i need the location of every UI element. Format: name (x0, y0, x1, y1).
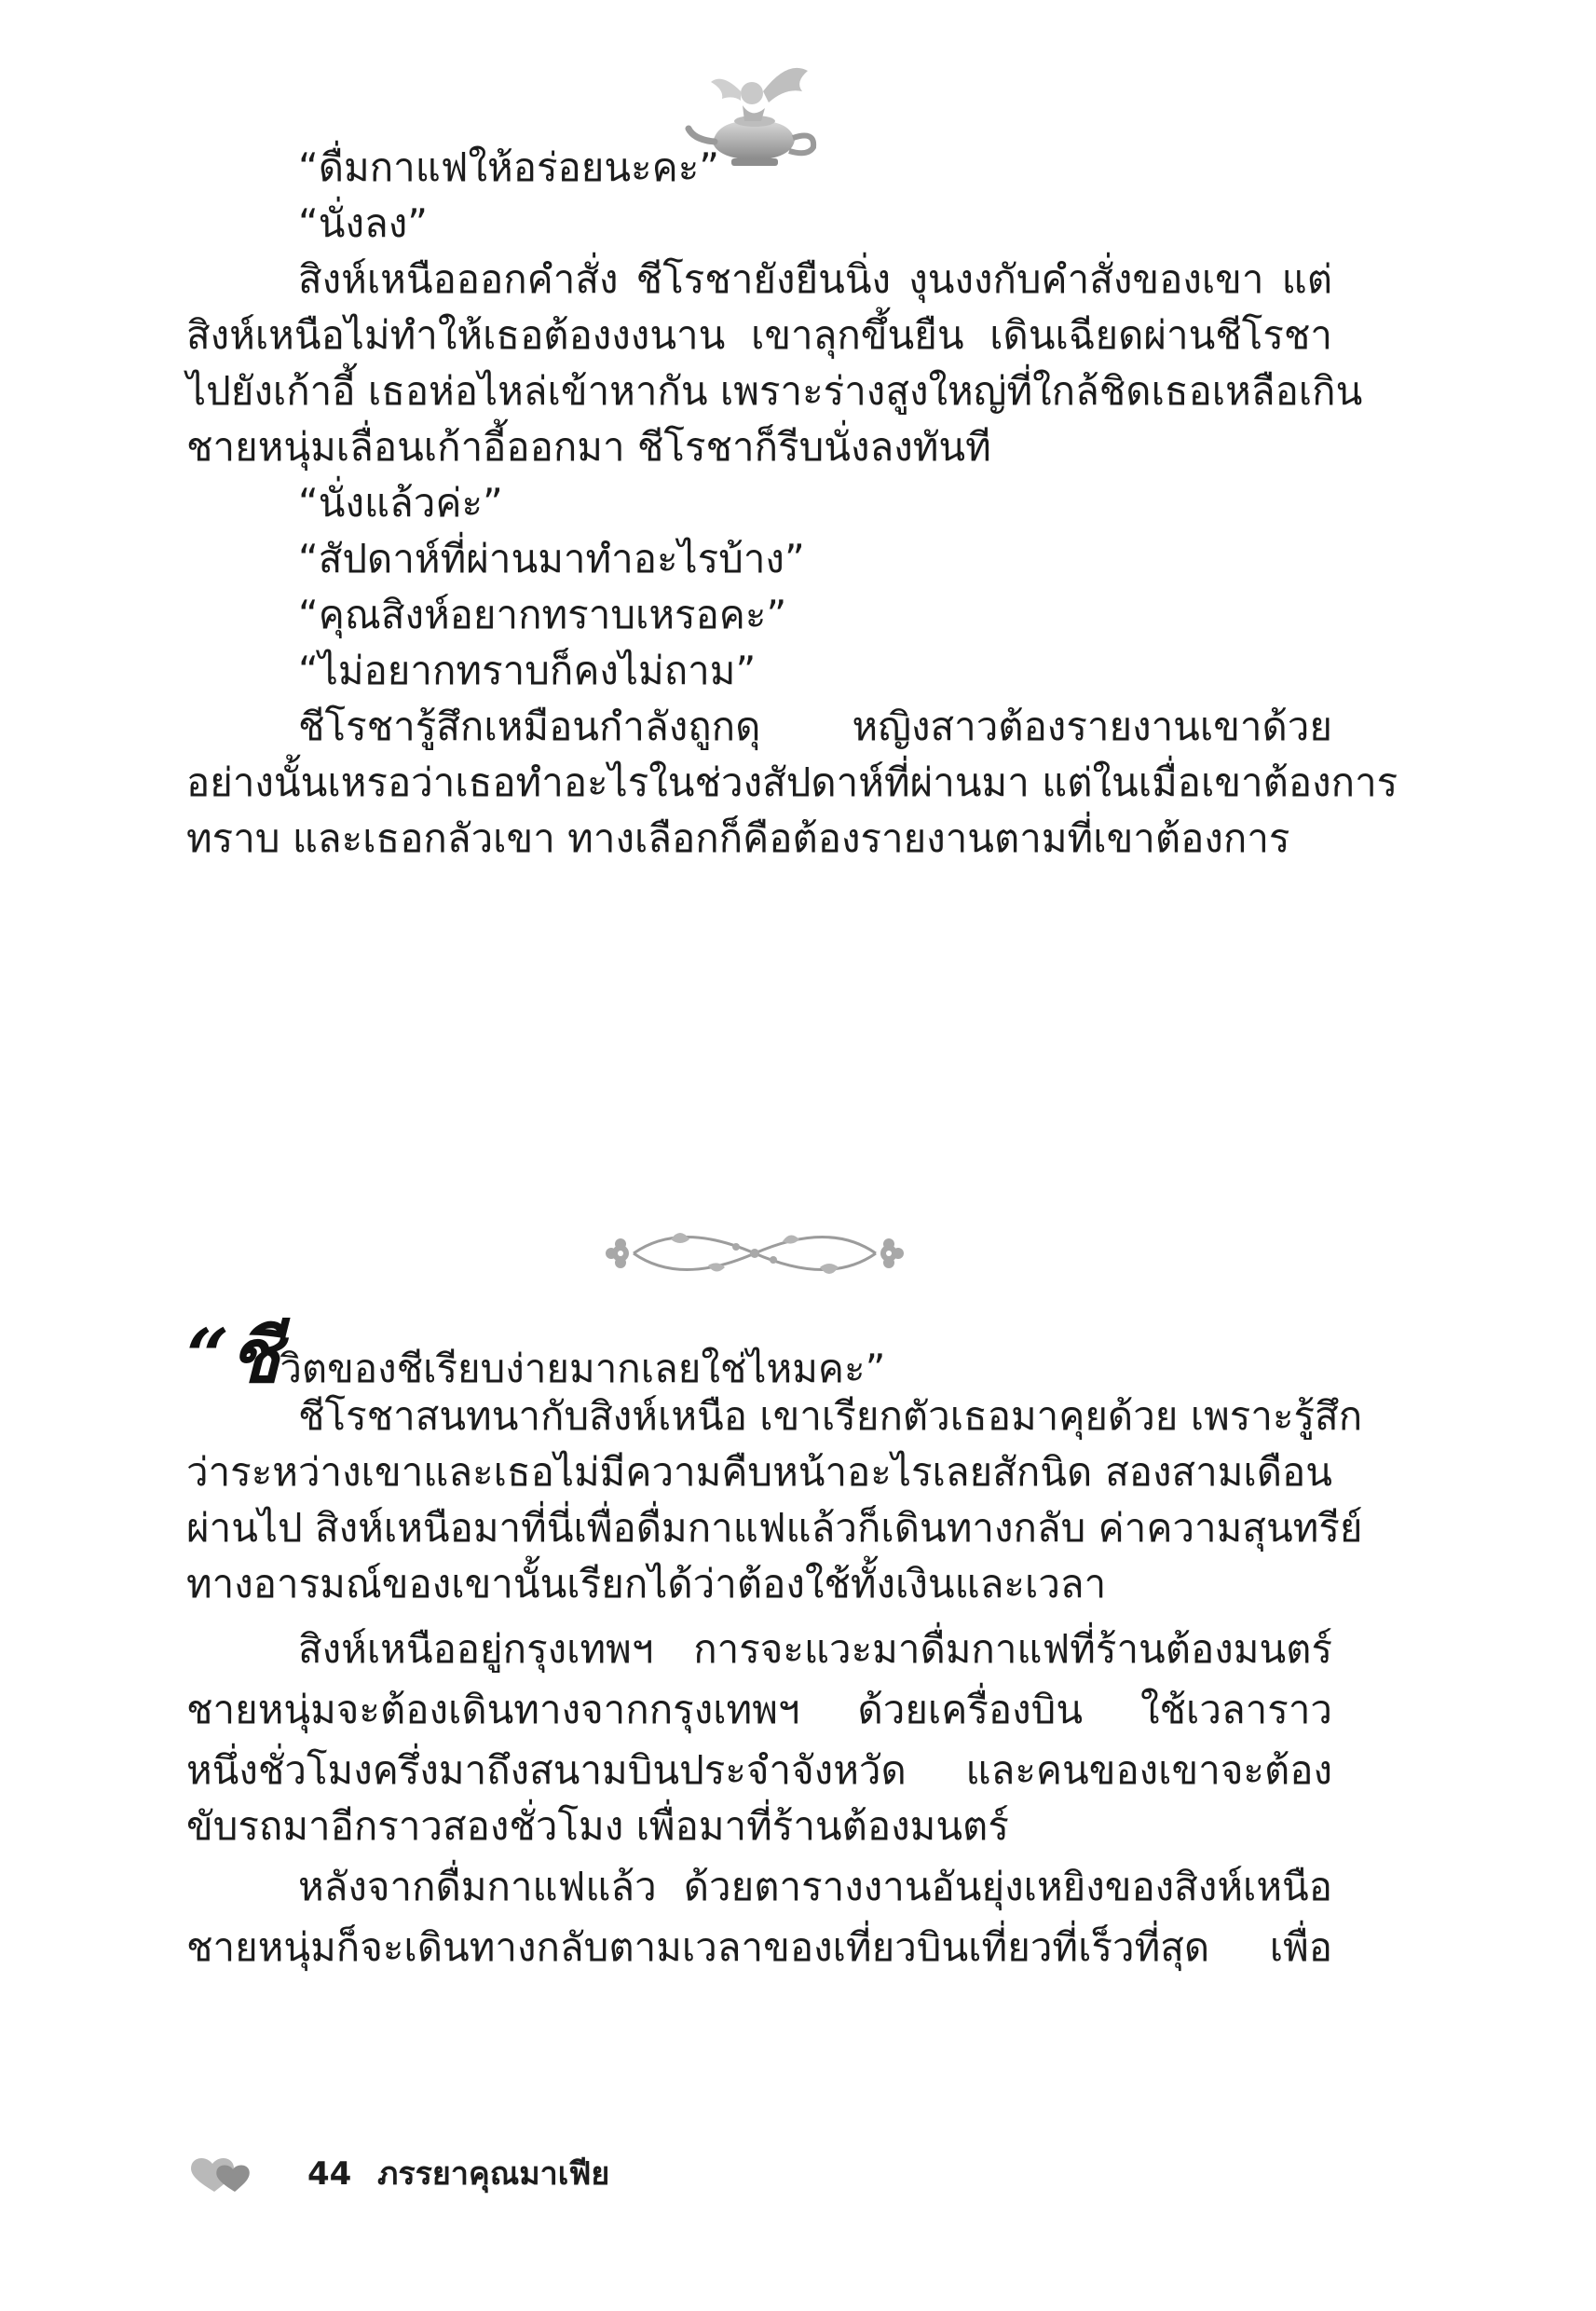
text-line: ชีโรชาสนทนากับสิงห์เหนือ เขาเรียกตัวเธอมาคุยด้วย เพราะรู้สึก (298, 1393, 1363, 1439)
text-line: “ดื่มกาแฟให้อร่อยนะคะ” (298, 144, 720, 190)
hearts-icon (186, 2154, 261, 2195)
text-line: ไปยังเก้าอี้ เธอห่อไหล่เข้าหากัน เพราะร่างสูงใหญ่ที่ใกล้ชิดเธอเหลือเกิน (186, 368, 1363, 414)
text-line: ชายหนุ่มจะต้องเดินทางจากกรุงเทพฯ ด้วยเครื่องบิน ใช้เวลาราว (186, 1687, 1332, 1732)
section-opening-line (186, 1312, 1332, 1400)
text-line: ชายหนุ่มก็จะเดินทางกลับตามเวลาของเที่ยวบินเที่ยวที่เร็วที่สุด เพื่อ (186, 1924, 1332, 1970)
text-line: ผ่านไป สิงห์เหนือมาที่นี่เพื่อดื่มกาแฟแล้วก็เดินทางกลับ ค่าความสุนทรีย์ (186, 1505, 1363, 1551)
text-line: “นั่งแล้วค่ะ” (298, 480, 503, 526)
text-line: ชายหนุ่มเลื่อนเก้าอี้ออกมา ชีโรชาก็รีบนั่งลงทันที (186, 424, 991, 470)
text-line: หลังจากดื่มกาแฟแล้ว ด้วยตารางงานอันยุ่งเหยิงของสิงห์เหนือ (298, 1864, 1332, 1909)
text-line: ว่าระหว่างเขาและเธอไม่มีความคืบหน้าอะไรเลยสักนิด สองสามเดือน (186, 1449, 1332, 1495)
text-line: “ไม่อยากทราบก็คงไม่ถาม” (298, 648, 757, 693)
text-line: ทราบ และเธอกลัวเขา ทางเลือกก็คือต้องรายงานตามที่เขาต้องการ (186, 815, 1290, 861)
text-line: “สัปดาห์ที่ผ่านมาทำอะไรบ้าง” (298, 536, 805, 581)
text-line: “นั่งลง” (298, 200, 428, 246)
text-line: ขับรถมาอีกราวสองชั่วโมง เพื่อมาที่ร้านต้องมนตร์ (186, 1803, 1009, 1849)
text-line: ทางอารมณ์ของเขานั้นเรียกได้ว่าต้องใช้ทั้งเงินและเวลา (186, 1561, 1107, 1607)
text-line: สิงห์เหนือออกคำสั่ง ชีโรชายังยืนนิ่ง งุนงงกับคำสั่งของเขา แต่ (298, 256, 1332, 302)
dropcap: “ชี (186, 1312, 280, 1400)
text-line: ชีโรชารู้สึกเหมือนกำลังถูกดุ หญิงสาวต้องรายงานเขาด้วย (298, 704, 1332, 749)
section-opening-text: วิตของชีเรียบง่ายมากเลยใช่ไหมคะ” (280, 1346, 886, 1391)
text-line: หนึ่งชั่วโมงครึ่งมาถึงสนามบินประจำจังหวัด และคนของเขาจะต้อง (186, 1747, 1332, 1793)
floral-divider-ornament (596, 1211, 913, 1295)
text-line: สิงห์เหนือไม่ทำให้เธอต้องงงนาน เขาลุกขึ้นยืน เดินเฉียดผ่านชีโรชา (186, 312, 1332, 358)
text-line: สิงห์เหนืออยู่กรุงเทพฯ การจะแวะมาดื่มกาแฟที่ร้านต้องมนตร์ (298, 1626, 1332, 1672)
book-title: ภรรยาคุณมาเฟีย (377, 2155, 610, 2193)
text-line: อย่างนั้นเหรอว่าเธอทำอะไรในช่วงสัปดาห์ที่ผ่านมา แต่ในเมื่อเขาต้องการ (186, 759, 1398, 805)
text-line: “คุณสิงห์อยากทราบเหรอคะ” (298, 592, 787, 637)
page-number: 44 (307, 2155, 352, 2193)
